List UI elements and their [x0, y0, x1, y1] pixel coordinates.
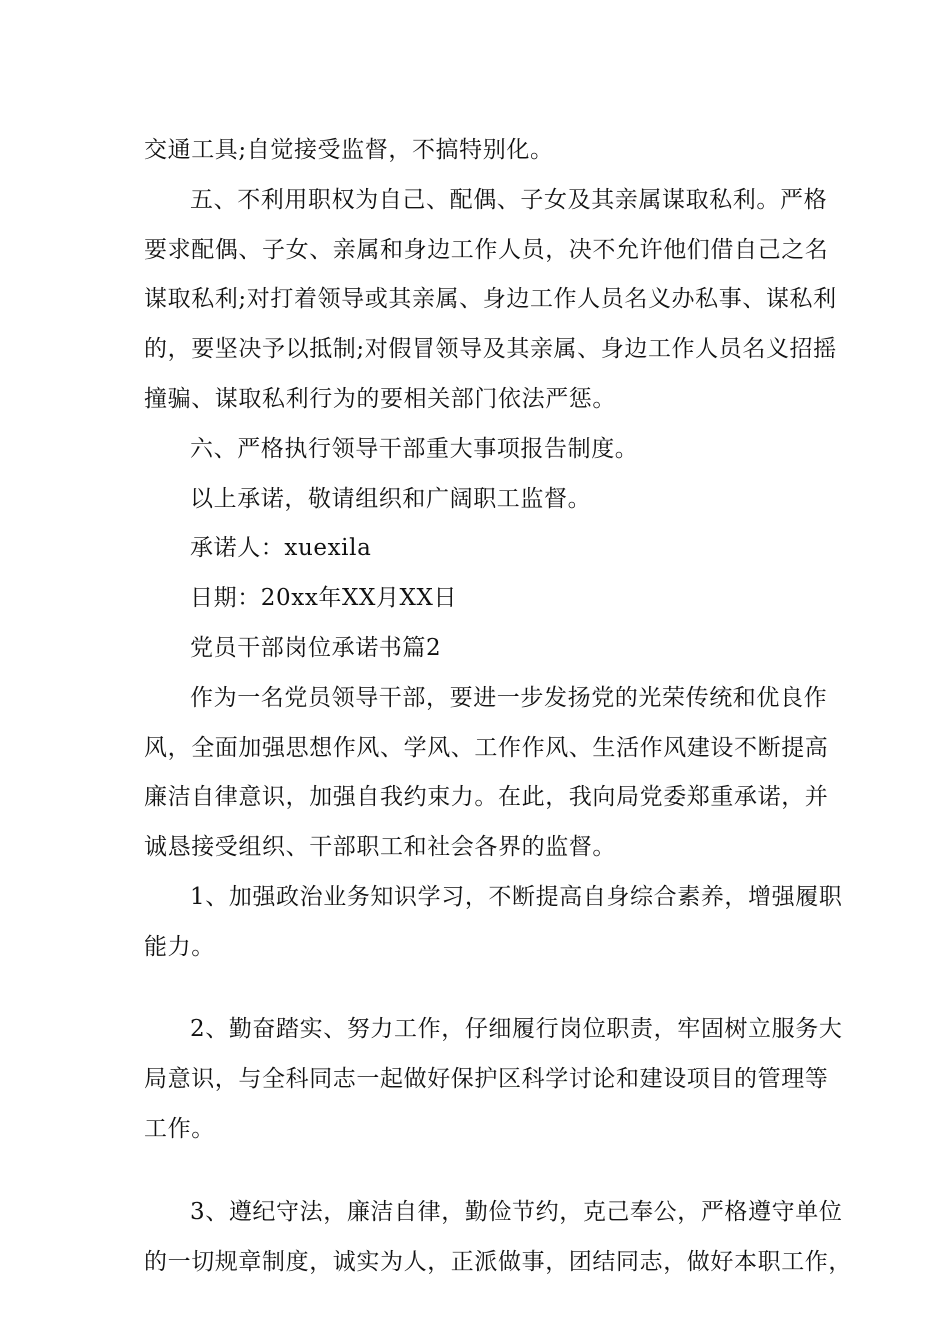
- list-item: 1、加强政治业务知识学习，不断提高自身综合素养，增强履职: [190, 884, 843, 910]
- text-line: 风，全面加强思想作风、学风、工作作风、生活作风建设不断提高: [144, 735, 829, 761]
- text-line: 五、不利用职权为自己、配偶、子女及其亲属谋取私利。严格: [190, 187, 828, 213]
- text-line: 能力。: [144, 934, 215, 960]
- text-line: 以上承诺，敬请组织和广阔职工监督。: [190, 486, 592, 512]
- signatory-line: 承诺人：xuexila: [190, 535, 372, 561]
- text-line: 谋取私利;对打着领导或其亲属、身边工作人员名义办私事、谋私利: [144, 286, 837, 312]
- text-line: 局意识，与全科同志一起做好保护区科学讨论和建设项目的管理等: [144, 1066, 829, 1092]
- text-line: 要求配偶、子女、亲属和身边工作人员，决不允许他们借自己之名: [144, 237, 829, 263]
- text-line: 六、严格执行领导干部重大事项报告制度。: [190, 436, 639, 462]
- list-item: 3、遵纪守法，廉洁自律，勤俭节约，克己奉公，严格遵守单位: [190, 1199, 843, 1225]
- date-line: 日期：20xx年XX月XX日: [190, 585, 458, 611]
- list-item: 2、勤奋踏实、努力工作，仔细履行岗位职责，牢固树立服务大: [190, 1016, 843, 1042]
- text-line: 作为一名党员领导干部，要进一步发扬党的光荣传统和优良作: [190, 685, 828, 711]
- text-line: 诚恳接受组织、干部职工和社会各界的监督。: [144, 834, 616, 860]
- text-line: 廉洁自律意识，加强自我约束力。在此，我向局党委郑重承诺，并: [144, 784, 829, 810]
- text-line: 的一切规章制度，诚实为人，正派做事，团结同志，做好本职工作，: [144, 1249, 852, 1275]
- text-line: 交通工具;自觉接受监督，不搞特别化。: [144, 137, 554, 163]
- section-title: 党员干部岗位承诺书篇2: [190, 635, 442, 661]
- text-line: 的，要坚决予以抵制;对假冒领导及其亲属、身边工作人员名义招摇: [144, 336, 837, 362]
- text-line: 撞骗、谋取私利行为的要相关部门依法严惩。: [144, 386, 616, 412]
- text-line: 工作。: [144, 1116, 215, 1142]
